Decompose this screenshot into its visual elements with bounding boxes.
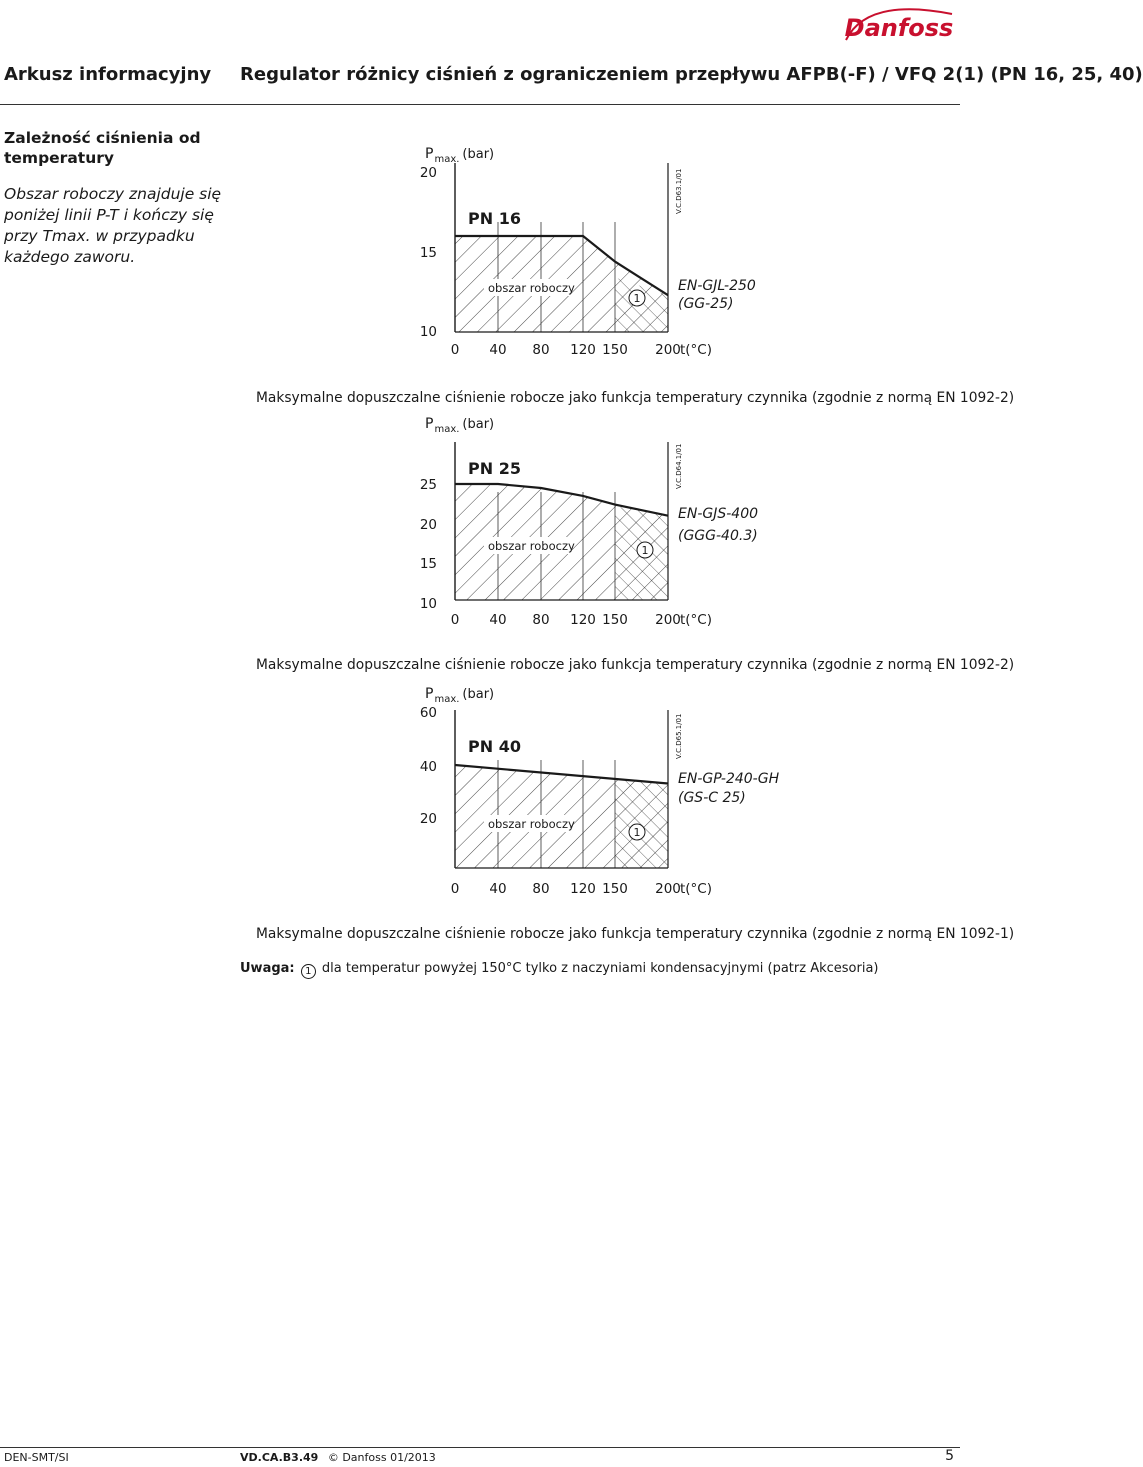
y-tick-label: 40 [419, 759, 437, 775]
x-tick-label: 0 [450, 881, 460, 897]
area-label: obszar roboczy [488, 281, 575, 295]
y-tick-label: 60 [419, 705, 437, 721]
material-label: (GG-25) [678, 296, 734, 312]
x-tick-label: 200 [655, 612, 681, 628]
chart-title: PN 25 [468, 459, 521, 478]
y-tick-label: 20 [419, 811, 437, 827]
x-tick-label: 0 [450, 342, 460, 358]
y-tick-label: 20 [419, 517, 437, 533]
section-description: Obszar roboczy znajduje się poniżej linii P-T i kończy się przy Tmax. w przypadku każdego zaworu. [4, 185, 222, 266]
chart-pn40 [0, 680, 960, 920]
y-tick-label: 15 [419, 245, 437, 261]
x-tick-label: 120 [570, 881, 596, 897]
y-tick-label: 20 [419, 165, 437, 181]
y-tick-label: 15 [419, 556, 437, 572]
note-prefix: Uwaga: [240, 961, 295, 976]
note-text: dla temperatur powyżej 150°C tylko z naczyniami kondensacyjnymi (patrz Akcesoria) [321, 961, 879, 976]
drawing-code: V.C.D64.1/01 [675, 443, 683, 489]
marker-label: 1 [633, 292, 641, 305]
condensation-area-hatch [615, 778, 668, 868]
header-title: Regulator różnicy ciśnień z ograniczeniem przepływu AFPB(-F) / VFQ 2(1) (PN 16, 25, 40) [240, 64, 1143, 85]
x-tick-label: 200 [655, 881, 681, 897]
material-label: EN-GP-240-GH [678, 771, 780, 787]
svg-text:Danfoss: Danfoss [844, 14, 954, 42]
x-tick-label: 80 [532, 342, 550, 358]
footer-doc-code: VD.CA.B3.49 [240, 1451, 319, 1464]
y-tick-label: 10 [419, 324, 437, 340]
y-tick-label: 25 [419, 477, 437, 493]
marker-label: 1 [641, 544, 649, 557]
chart-pn25 [0, 410, 960, 650]
note-marker: 1 [301, 964, 316, 979]
chart-pn25-caption: Maksymalne dopuszczalne ciśnienie robocze jako funkcja temperatury czynnika (zgodnie z normą EN 1092-2) [256, 657, 1015, 673]
page-number: 5 [945, 1448, 954, 1464]
x-tick-label: 80 [532, 881, 550, 897]
footer-divider [0, 1447, 960, 1448]
material-label: EN-GJS-400 [678, 506, 759, 522]
area-label: obszar roboczy [488, 817, 575, 831]
x-tick-label: 40 [489, 612, 507, 628]
x-tick-label: 40 [489, 342, 507, 358]
chart-pn40-caption: Maksymalne dopuszczalne ciśnienie robocze jako funkcja temperatury czynnika (zgodnie z normą EN 1092-1) [256, 926, 1015, 942]
drawing-code: V.C.D63.1/01 [675, 168, 683, 214]
y-axis-label: $P_{max.}$ (bar) [425, 686, 495, 705]
chart-pn16 [0, 140, 960, 380]
area-label: obszar roboczy [488, 539, 575, 553]
x-tick-label: 40 [489, 881, 507, 897]
y-tick-label: 10 [419, 596, 437, 612]
x-axis-label: t(°C) [680, 342, 713, 358]
material-label: (GS-C 25) [678, 790, 746, 806]
footer-doc-info [240, 1451, 436, 1464]
x-tick-label: 150 [602, 881, 628, 897]
x-tick-label: 120 [570, 342, 596, 358]
chart-pn16-caption: Maksymalne dopuszczalne ciśnienie robocze jako funkcja temperatury czynnika (zgodnie z normą EN 1092-2) [256, 390, 1015, 406]
footer-copyright: © Danfoss 01/2013 [327, 1451, 436, 1464]
y-axis-label: $P_{max.}$ (bar) [425, 146, 495, 165]
x-tick-label: 150 [602, 612, 628, 628]
marker-label: 1 [633, 826, 641, 839]
note [240, 961, 878, 979]
x-axis-label: t(°C) [680, 612, 713, 628]
material-label: EN-GJL-250 [678, 278, 756, 294]
x-tick-label: 200 [655, 342, 681, 358]
x-tick-label: 80 [532, 612, 550, 628]
material-label: (GGG-40.3) [678, 528, 758, 544]
x-tick-label: 150 [602, 342, 628, 358]
footer-dept-code: DEN-SMT/SI [4, 1451, 69, 1464]
x-tick-label: 120 [570, 612, 596, 628]
y-axis-label: $P_{max.}$ (bar) [425, 416, 495, 435]
danfoss-logo [842, 6, 956, 46]
section-title: Zależność ciśnienia od temperatury [4, 129, 201, 167]
x-tick-label: 0 [450, 612, 460, 628]
chart-title: PN 40 [468, 737, 521, 756]
x-axis-label: t(°C) [680, 881, 713, 897]
header-divider [0, 104, 960, 105]
drawing-code: V.C.D65.1/01 [675, 713, 683, 759]
header-doc-type: Arkusz informacyjny [4, 64, 212, 85]
chart-title: PN 16 [468, 209, 521, 228]
